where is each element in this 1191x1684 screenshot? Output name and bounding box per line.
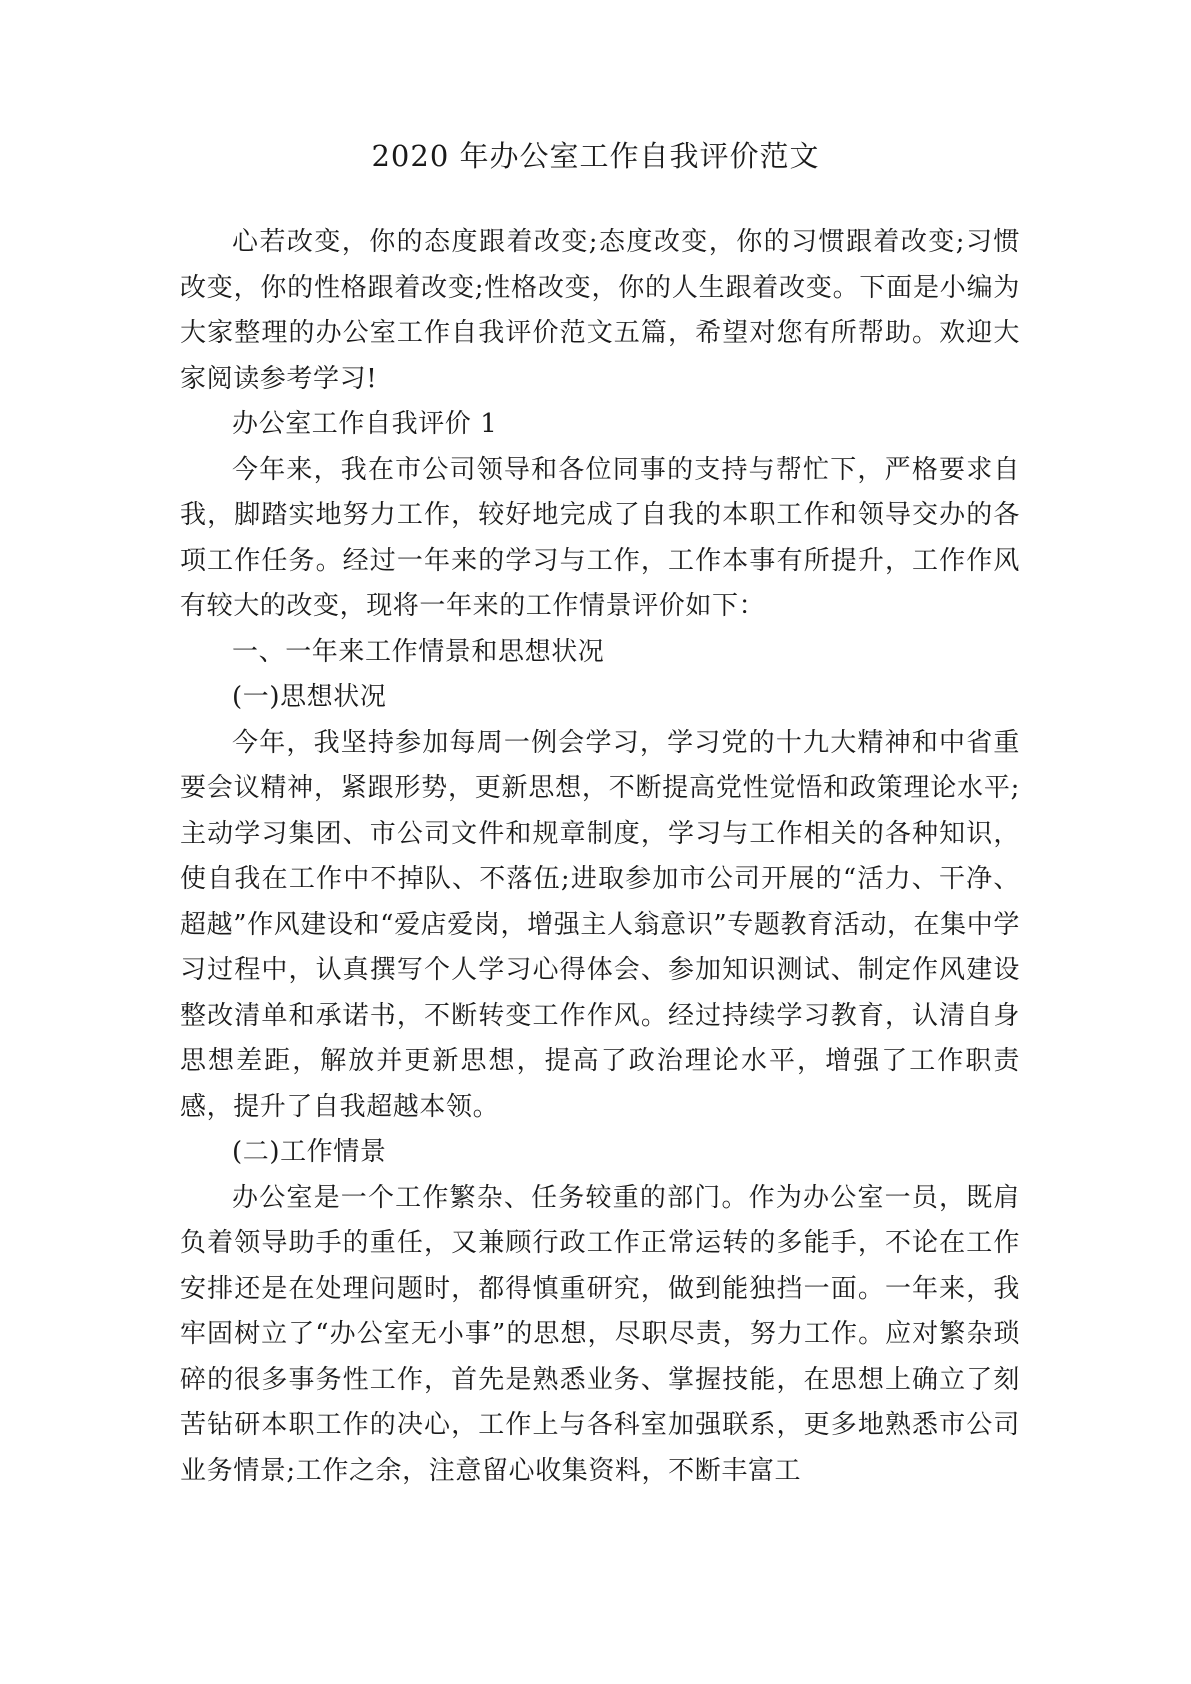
paragraph-overview: 今年来，我在市公司领导和各位同事的支持与帮忙下，严格要求自我，脚踏实地努力工作，较好地完成了自我的本职工作和领导交办的各项工作任务。经过一年来的学习与工作，工作本事有所提升，工作作风有较大的改变，现将一年来的工作情景评价如下： bbox=[180, 454, 1020, 621]
paragraph-intro: 心若改变，你的态度跟着改变;态度改变，你的习惯跟着改变;习惯改变，你的性格跟着改变;性格改变，你的人生跟着改变。下面是小编为大家整理的办公室工作自我评价范文五篇，希望对您有所帮助。欢迎大家阅读参考学习! bbox=[180, 227, 1020, 394]
section-heading-1: 办公室工作自我评价 1 bbox=[232, 409, 498, 439]
subheading-thought: (一)思想状况 bbox=[232, 682, 387, 712]
paragraph-work: 办公室是一个工作繁杂、任务较重的部门。作为办公室一员，既肩负着领导助手的重任，又兼顾行政工作正常运转的多能手，不论在工作安排还是在处理问题时，都得慎重研究，做到能独挡一面。一年来，我牢固树立了“办公室无小事”的思想，尽职尽责，努力工作。应对繁杂琐碎的很多事务性工作，首先是熟悉业务、掌握技能，在思想上确立了刻苦钻研本职工作的决心，工作上与各科室加强联系，更多地熟悉市公司业务情景;工作之余，注意留心收集资料，不断丰富工 bbox=[180, 1182, 1020, 1486]
document-body bbox=[180, 220, 1020, 1494]
paragraph-thought: 今年，我坚持参加每周一例会学习，学习党的十九大精神和中省重要会议精神，紧跟形势，更新思想，不断提高党性觉悟和政策理论水平;主动学习集团、市公司文件和规章制度，学习与工作相关的各种知识，使自我在工作中不掉队、不落伍;进取参加市公司开展的“活力、干净、超越”作风建设和“爱店爱岗，增强主人翁意识”专题教育活动，在集中学习过程中，认真撰写个人学习心得体会、参加知识测试、制定作风建设整改清单和承诺书，不断转变工作作风。经过持续学习教育，认清自身思想差距，解放并更新思想，提高了政治理论水平，增强了工作职责感，提升了自我超越本领。 bbox=[180, 727, 1020, 1122]
subheading-work: (二)工作情景 bbox=[232, 1137, 387, 1167]
section-heading-part-one: 一、一年来工作情景和思想状况 bbox=[232, 636, 605, 667]
document-title: 2020 年办公室工作自我评价范文 bbox=[371, 139, 820, 173]
